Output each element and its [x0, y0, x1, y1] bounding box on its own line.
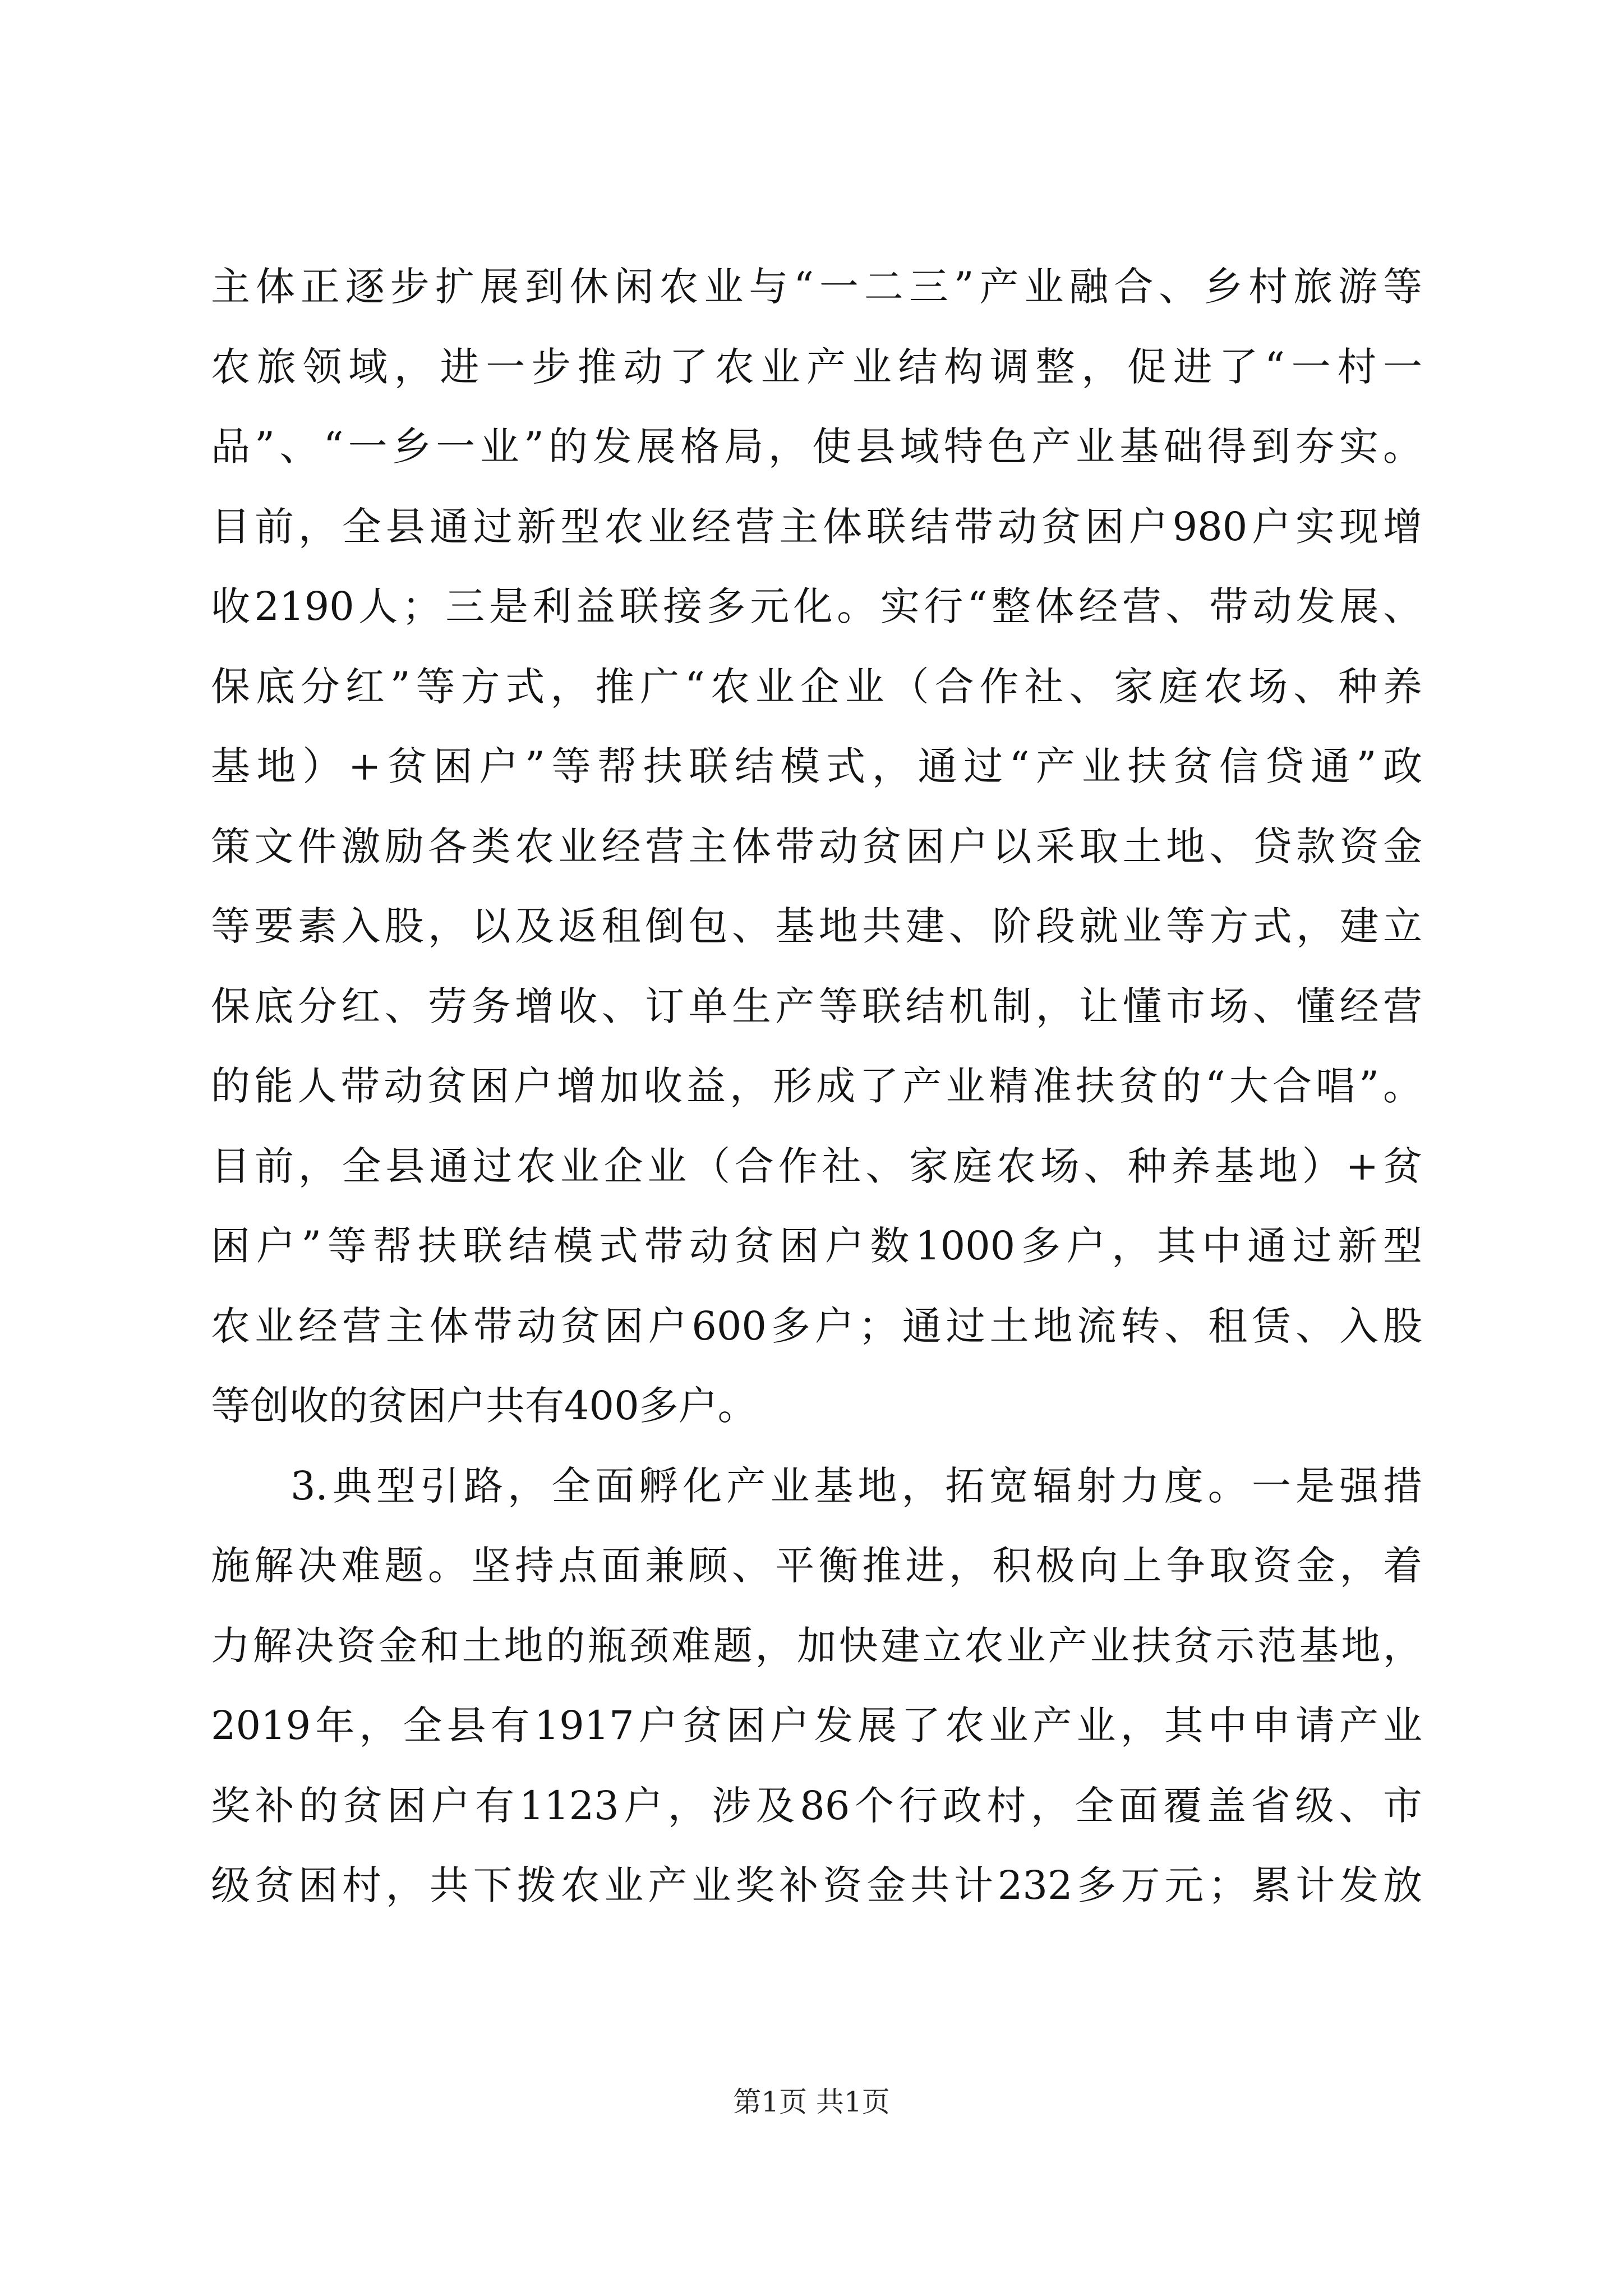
text-line: 力解决资金和土地的瓶颈难题，加快建立农业产业扶贫示范基地， — [211, 1622, 1422, 1669]
text-line: 级贫困村，共下拨农业产业奖补资金共计232多万元；累计发放 — [211, 1862, 1422, 1908]
text-line: 保底分红”等方式，推广“农业企业（合作社、家庭农场、种养 — [211, 663, 1422, 710]
text-line: 的能人带动贫困户增加收益，形成了产业精准扶贫的“大合唱”。 — [211, 1063, 1422, 1109]
text-line: 农旅领域，进一步推动了农业产业结构调整，促进了“一村一 — [211, 343, 1422, 390]
text-line: 品”、“一乡一业”的发展格局，使县域特色产业基础得到夯实。 — [211, 424, 1422, 470]
text-line: 奖补的贫困户有1123户，涉及86个行政村，全面覆盖省级、市 — [211, 1782, 1422, 1829]
page-footer: 第1页 共1页 — [733, 2086, 890, 2118]
text-line: 等要素入股，以及返租倒包、基地共建、阶段就业等方式，建立 — [211, 903, 1422, 949]
text-line: 困户”等帮扶联结模式带动贫困户数1000多户，其中通过新型 — [211, 1223, 1422, 1269]
text-line: 目前，全县通过新型农业经营主体联结带动贫困户980户实现增 — [211, 503, 1422, 550]
text-line: 主体正逐步扩展到休闲农业与“一二三”产业融合、乡村旅游等 — [211, 264, 1422, 310]
text-line: 农业经营主体带动贫困户600多户；通过土地流转、租赁、入股 — [211, 1303, 1422, 1349]
text-line: 2019年，全县有1917户贫困户发展了农业产业，其中申请产业 — [211, 1703, 1422, 1749]
text-line: 3.典型引路，全面孵化产业基地，拓宽辐射力度。一是强措 — [291, 1462, 1422, 1509]
text-line: 保底分红、劳务增收、订单生产等联结机制，让懂市场、懂经营 — [211, 983, 1422, 1029]
text-line: 等创收的贫困户共有400多户。 — [211, 1383, 757, 1429]
text-line: 基地）+贫困户”等帮扶联结模式，通过“产业扶贫信贷通”政 — [211, 743, 1422, 789]
text-line: 收2190人；三是利益联接多元化。实行“整体经营、带动发展、 — [211, 583, 1422, 629]
text-line: 策文件激励各类农业经营主体带动贫困户以采取土地、贷款资金 — [211, 823, 1422, 869]
text-line: 目前，全县通过农业企业（合作社、家庭农场、种养基地）+贫 — [211, 1143, 1422, 1189]
text-line: 施解决难题。坚持点面兼顾、平衡推进，积极向上争取资金，着 — [211, 1543, 1422, 1589]
document-body — [211, 247, 1422, 1926]
